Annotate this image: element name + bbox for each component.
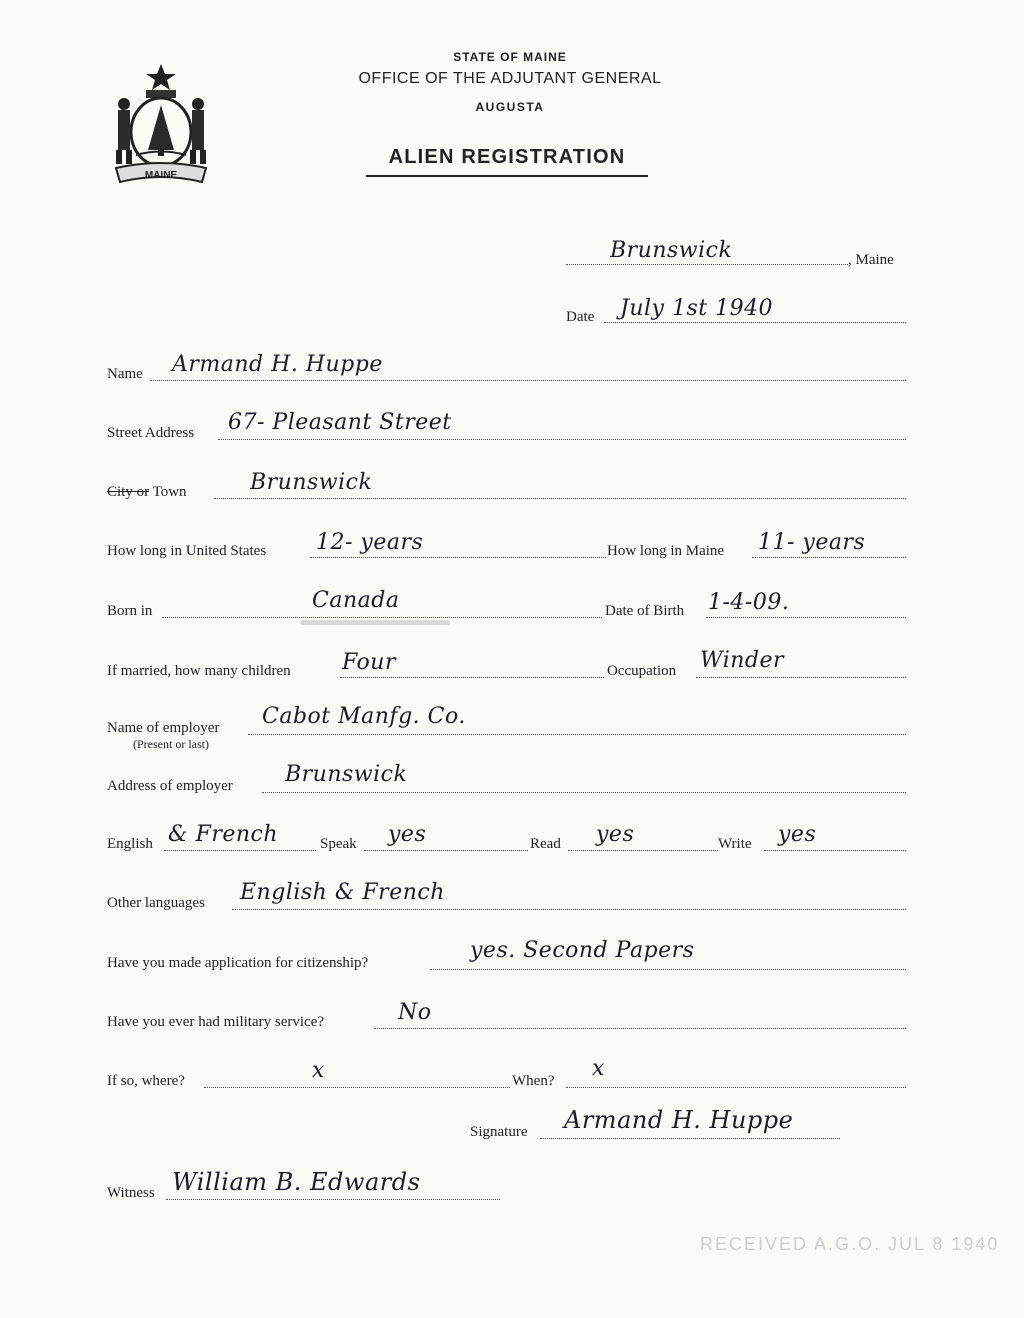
dob-label: Date of Birth xyxy=(605,603,685,619)
read-value: yes xyxy=(596,822,635,847)
form-title: ALIEN REGISTRATION xyxy=(366,146,648,177)
state-seal-icon xyxy=(106,60,216,190)
smudge xyxy=(300,620,450,625)
when-value: x xyxy=(592,1056,605,1081)
town-value: Brunswick xyxy=(250,470,373,495)
header-state: STATE OF MAINE xyxy=(453,50,567,64)
military-label: Have you ever had military service? xyxy=(107,1014,324,1030)
speak-line xyxy=(364,850,528,851)
occupation-label: Occupation xyxy=(607,663,677,679)
write-value: yes xyxy=(778,822,817,847)
where-value: x xyxy=(312,1058,325,1083)
read-line xyxy=(568,850,718,851)
date-label: Date xyxy=(566,309,595,325)
born-label: Born in xyxy=(107,603,153,619)
occupation-value: Winder xyxy=(700,648,785,673)
employer-addr-line xyxy=(262,792,906,793)
children-value: Four xyxy=(342,650,396,675)
date-value: July 1st 1940 xyxy=(620,296,774,321)
employer-label: Name of employer xyxy=(107,720,220,736)
place-suffix: , Maine xyxy=(848,252,894,268)
born-line xyxy=(162,617,602,618)
header-city: AUGUSTA xyxy=(475,100,545,114)
street-label: Street Address xyxy=(107,425,195,441)
english-label: English xyxy=(107,836,153,852)
place-value: Brunswick xyxy=(610,238,733,263)
speak-value: yes xyxy=(388,822,427,847)
children-line xyxy=(340,677,604,678)
name-line xyxy=(150,380,906,381)
born-value: Canada xyxy=(312,588,400,613)
when-label: When? xyxy=(512,1073,555,1089)
write-line xyxy=(764,850,906,851)
employer-addr-value: Brunswick xyxy=(285,762,408,787)
town-line xyxy=(214,498,906,499)
dob-value: 1-4-09. xyxy=(708,590,790,615)
street-line xyxy=(218,439,906,440)
employer-line xyxy=(248,734,906,735)
other-lang-label: Other languages xyxy=(107,895,205,911)
children-label: If married, how many children xyxy=(107,663,291,679)
street-value: 67- Pleasant Street xyxy=(228,410,452,435)
witness-label: Witness xyxy=(107,1185,155,1201)
english-value: & French xyxy=(168,822,279,847)
military-line xyxy=(374,1028,906,1029)
maine-years-value: 11- years xyxy=(758,530,866,555)
received-stamp: RECEIVED A.G.O. JUL 8 1940 xyxy=(700,1234,1000,1254)
other-lang-line xyxy=(232,909,906,910)
signature-label: Signature xyxy=(470,1124,528,1140)
us-years-line xyxy=(310,557,606,558)
seal-text: MAINE xyxy=(144,170,178,181)
where-label: If so, where? xyxy=(107,1073,185,1089)
citizenship-value: yes. Second Papers xyxy=(470,938,695,963)
town-label-struck: City or xyxy=(107,484,150,500)
employer-sublabel: (Present or last) xyxy=(133,737,209,751)
place-line xyxy=(566,264,848,265)
name-label: Name xyxy=(107,366,143,382)
name-value: Armand H. Huppe xyxy=(172,352,383,377)
speak-label: Speak xyxy=(320,836,357,852)
dob-line xyxy=(706,617,906,618)
maine-years-label: How long in Maine xyxy=(607,543,725,559)
citizenship-line xyxy=(430,969,906,970)
witness-value: William B. Edwards xyxy=(172,1168,421,1196)
other-lang-value: English & French xyxy=(240,880,445,905)
employer-addr-label: Address of employer xyxy=(107,778,233,794)
town-label xyxy=(107,484,187,501)
witness-line xyxy=(166,1199,500,1200)
where-line xyxy=(204,1087,510,1088)
signature-value: Armand H. Huppe xyxy=(564,1106,794,1134)
us-years-label: How long in United States xyxy=(107,543,267,559)
maine-years-line xyxy=(752,557,906,558)
occupation-line xyxy=(696,677,906,678)
header-office: OFFICE OF THE ADJUTANT GENERAL xyxy=(358,70,662,87)
us-years-value: 12- years xyxy=(316,530,424,555)
town-label-text: Town xyxy=(152,484,187,500)
citizenship-label: Have you made application for citizenship? xyxy=(107,955,369,971)
military-value: No xyxy=(398,1000,432,1025)
signature-line xyxy=(540,1138,840,1139)
when-line xyxy=(566,1087,906,1088)
english-line xyxy=(164,850,316,851)
date-line xyxy=(604,322,906,323)
read-label: Read xyxy=(530,836,561,852)
write-label: Write xyxy=(718,836,752,852)
employer-value: Cabot Manfg. Co. xyxy=(262,704,466,729)
